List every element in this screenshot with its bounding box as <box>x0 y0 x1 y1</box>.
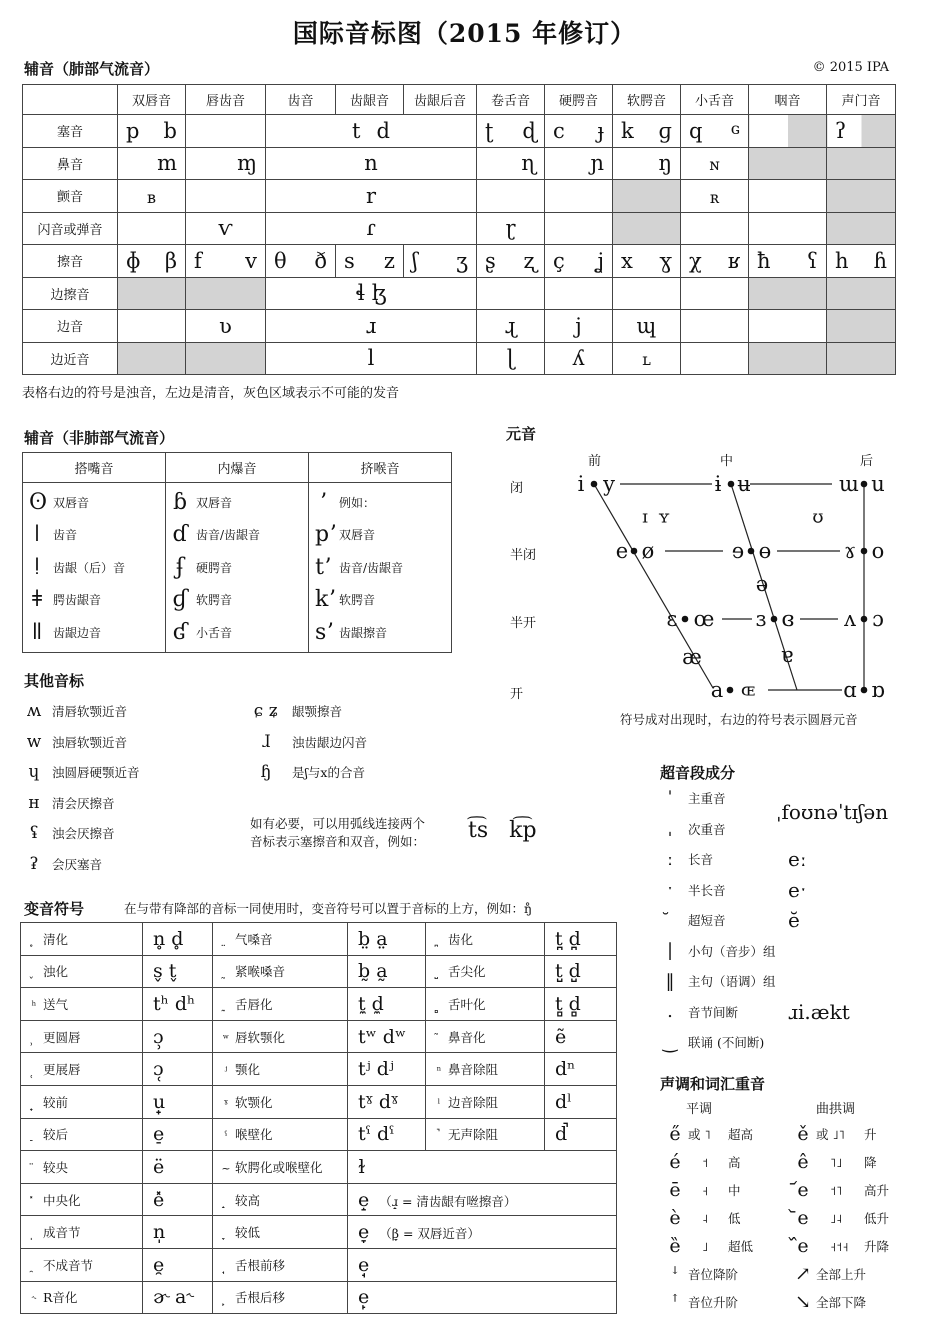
diacritic-label: ˡ 边音除阻 <box>426 1085 545 1118</box>
diacritic-label: 舌根前移 <box>213 1248 348 1281</box>
clicks-list: ʘ 双唇音 ǀ 齿音 ǃ 齿龈（后）音 ǂ 腭齿龈音 ǁ 齿龈边音 <box>23 483 166 653</box>
diacritic-example: e̠ <box>143 1118 213 1151</box>
diacritic-example: ɚ a˞ <box>143 1281 213 1314</box>
diacritic-mark <box>217 1260 235 1273</box>
diacritic-mark <box>25 1129 43 1142</box>
diacritic-example: t̼ d̼ <box>348 988 426 1021</box>
diacritic-mark <box>430 966 448 979</box>
diacritic-label: 舌尖化 <box>426 955 545 988</box>
stress-example: ˌfoʊnəˈtɪʃən <box>776 800 889 824</box>
diacritic-example: e̽ <box>143 1183 213 1216</box>
diacritic-example: tʲ dʲ <box>348 1053 426 1086</box>
diacritic-mark: ~ <box>221 1161 231 1175</box>
diacritic-label: 较前 <box>21 1085 143 1118</box>
diacritic-label: 中央化 <box>21 1183 143 1216</box>
diacritic-label: 较央 <box>21 1151 143 1184</box>
col-header: 软腭音 <box>613 85 681 115</box>
col-header: 挤喉音 <box>309 453 452 483</box>
diacritic-mark <box>25 1195 43 1208</box>
cell: ʈ ɖ <box>477 115 545 148</box>
row-trill: 颤音 ʙ r ʀ <box>23 180 896 213</box>
level-tones: e̋ 或 ˥ 超高 é ˦ 高 ē ˧ 中 è ˨ 低 ȅ ˩ 超低 ꜜ 音位降阶 ꜛ 音位升阶 <box>669 1123 754 1313</box>
row-lateral-approximant: 边近音 l ɭ ʎ ʟ <box>23 342 896 375</box>
diacritic-example: ë <box>143 1151 213 1184</box>
diacritic-label: ˤ 喉壁化 <box>213 1118 348 1151</box>
diacritic-example: tʷ dʷ <box>348 1020 426 1053</box>
supra-list: ˈ 主重音 ˌ 次重音 ː 长音 eː ˑ 半长音 eˑ 超短音 ĕ | 小句（音步）组 ‖ 主句（语调）组 . 音节间断 ɹi.ækt ‿ 联诵 (不间断) <box>662 787 850 1053</box>
diacritic-row <box>21 1151 617 1184</box>
diacritic-example: ẽ <box>545 1020 617 1053</box>
other-right-list: ɕ ʑ 龈颚擦音 ɺ 浊齿龈边闪音 ɧ 是ʃ与x的合音 <box>253 701 368 783</box>
tie-note: 如有必要，可以用弧线连接两个 音标表示塞擦音和双音，例如： <box>250 816 426 849</box>
diacritic-mark <box>25 1032 43 1045</box>
copyright: © 2015 IPA <box>812 60 889 75</box>
diacritics-table <box>20 922 617 1314</box>
diacritic-row <box>21 1281 617 1314</box>
diacritic-mark <box>25 1162 43 1175</box>
col-header: 搭嘴音 <box>23 453 166 483</box>
diacritic-row <box>21 1216 617 1249</box>
diacritic-example: t̻ d̻ <box>545 988 617 1021</box>
diacritic-example: ɫ <box>348 1151 617 1184</box>
col-header: 双唇音 <box>118 85 186 115</box>
diacritic-label: 不成音节 <box>21 1248 143 1281</box>
diacritic-example: n̩ <box>143 1216 213 1249</box>
diacritics-heading: 变音符号 <box>24 900 85 918</box>
diacritic-mark <box>217 966 235 979</box>
col-header: 齿龈音 <box>336 85 404 115</box>
diacritic-label: ˞ R音化 <box>21 1281 143 1314</box>
diacritic-example: dⁿ <box>545 1053 617 1086</box>
diacritic-example: e̘ <box>348 1248 617 1281</box>
col-header: 卷舌音 <box>477 85 545 115</box>
diacritic-row <box>21 923 617 956</box>
diacritic-mark <box>217 1195 235 1208</box>
cell: t d <box>266 115 477 148</box>
diacritic-label: 鼻音化 <box>426 1020 545 1053</box>
diacritic-mark: ʷ <box>222 1031 230 1045</box>
col-header: 齿龈后音 <box>404 85 477 115</box>
row-tap: 闪音或弹音 ⱱ ɾ ɽ <box>23 212 896 245</box>
diacritic-example: ɔ̜ <box>143 1053 213 1086</box>
diacritic-mark <box>217 999 235 1012</box>
cell: p b <box>118 115 186 148</box>
diacritic-example: ɔ̹ <box>143 1020 213 1053</box>
diacritic-example: d̚ <box>545 1118 617 1151</box>
diacritic-row <box>21 955 617 988</box>
row-nasal: 鼻音 m ɱ n ɳ ɲ ŋ ɴ <box>23 147 896 180</box>
diacritic-label: 更圆唇 <box>21 1020 143 1053</box>
diacritic-label: 较后 <box>21 1118 143 1151</box>
diacritic-example: s̬ t̬ <box>143 955 213 988</box>
diacritic-row <box>21 1248 617 1281</box>
diacritic-example: t̺ d̺ <box>545 955 617 988</box>
diacritic-label: 齿化 <box>426 923 545 956</box>
diacritics-note: 在与带有降部的音标一同使用时，变音符号可以置于音标的上方，例如：ŋ̊ <box>124 901 533 916</box>
diacritic-label: 舌叶化 <box>426 988 545 1021</box>
diacritic-label: 浊化 <box>21 955 143 988</box>
diacritic-mark <box>430 1129 448 1142</box>
diacritic-label: 紧喉嗓音 <box>213 955 348 988</box>
diacritic-row <box>21 1183 617 1216</box>
tones-heading: 声调和词汇重音 <box>660 1075 766 1093</box>
diacritic-mark <box>25 1227 43 1240</box>
diacritic-mark <box>25 1097 43 1110</box>
nonpulmonic-heading: 辅音（非肺部气流音） <box>24 429 175 447</box>
diacritic-label: ʲ 颚化 <box>213 1053 348 1086</box>
row-approximant: 边音 ʋ ɹ ɻ j ɰ <box>23 310 896 343</box>
other-left-list: ʍ 清唇软颚近音 w 浊唇软颚近音 ɥ 浊圆唇硬颚近音 ʜ 清会厌擦音 ʢ 浊会厌擦音 ʡ 会厌塞音 <box>26 701 140 874</box>
pulmonic-note: 表格右边的符号是浊音，左边是清音，灰色区域表示不可能的发音 <box>22 386 400 401</box>
contour-tones: ě 或 ˩˥ 升 ê ˥˩ 降 ᷄e ˦˥ 高升 ᷅e ˩˨ 低升 ᷈e ˧˦˧ 升降 ↗ 全部上升 ↘ 全部下降 <box>795 1123 890 1313</box>
diacritic-example: u̟ <box>143 1085 213 1118</box>
diacritic-mark: ˡ <box>437 1096 441 1110</box>
diacritic-example: e̯ <box>143 1248 213 1281</box>
diacritic-label: 成音节 <box>21 1216 143 1249</box>
diacritic-mark <box>25 966 43 979</box>
diacritic-label: 更展唇 <box>21 1053 143 1086</box>
diacritic-mark: ˞ <box>31 1292 37 1306</box>
diacritic-mark: ⁿ <box>436 1064 442 1078</box>
diacritic-mark: ˠ <box>223 1096 229 1110</box>
diacritic-mark <box>217 1227 235 1240</box>
diacritic-example: tˤ dˤ <box>348 1118 426 1151</box>
diacritic-label: ~ 软腭化或喉壁化 <box>213 1151 348 1184</box>
diacritic-row <box>21 988 617 1021</box>
diacritic-label: 较高 <box>213 1183 348 1216</box>
diacritic-label: 舌唇化 <box>213 988 348 1021</box>
diacritic-mark <box>217 1292 235 1305</box>
diacritic-example: e̝ （ɹ̝ = 清齿龈有咝擦音） <box>348 1183 617 1216</box>
row-label: 塞音 <box>23 115 118 148</box>
tie-examples: t͡s k͡p <box>468 818 537 843</box>
row-fricative: 擦音 ɸ β f v θ ð s z ʃ ʒ ʂ ʐ ç ʝ x ɣ χ ʁ ħ ʕ h ɦ <box>23 245 896 278</box>
cell: q ɢ <box>681 115 749 148</box>
cell: c ɟ <box>545 115 613 148</box>
diacritic-row <box>21 1085 617 1118</box>
diacritic-label: ʷ 唇软颚化 <box>213 1020 348 1053</box>
diacritic-label: 舌根后移 <box>213 1281 348 1314</box>
col-header: 硬腭音 <box>545 85 613 115</box>
vowels-note: 符号成对出现时，右边的符号表示圆唇元音 <box>620 712 858 727</box>
diacritic-example: b̤ a̤ <box>348 923 426 956</box>
diacritic-label: 无声除阻 <box>426 1118 545 1151</box>
diacritic-mark <box>217 934 235 947</box>
diacritic-label: 较低 <box>213 1216 348 1249</box>
vowels-heading: 元音 <box>506 425 537 443</box>
diacritic-label: 气嗓音 <box>213 923 348 956</box>
cell: k ɡ <box>613 115 681 148</box>
pulmonic-heading: 辅音（肺部气流音） <box>24 60 160 78</box>
diacritic-mark <box>25 934 43 947</box>
diacritic-label: 清化 <box>21 923 143 956</box>
diacritic-mark: ˤ <box>224 1129 228 1143</box>
implosives-list: ɓ 双唇音 ɗ 齿音/齿龈音 ʄ 硬腭音 ɠ 软腭音 ʛ 小舌音 <box>166 483 309 653</box>
diacritic-example: e̙ <box>348 1281 617 1314</box>
diacritic-example: tˠ dˠ <box>348 1085 426 1118</box>
diacritic-example: e̞ （β̞ = 双唇近音） <box>348 1216 617 1249</box>
ejectives-list: ʼ 例如： pʼ 双唇音 tʼ 齿音/齿龈音 kʼ 软腭音 sʼ 齿龈擦音 <box>309 483 452 653</box>
diacritic-example: dˡ <box>545 1085 617 1118</box>
diacritic-label: ˠ 软颚化 <box>213 1085 348 1118</box>
diacritic-row <box>21 1020 617 1053</box>
diacritic-mark <box>430 1032 448 1045</box>
diacritic-mark: ʲ <box>224 1064 228 1078</box>
cell: ʔ <box>827 115 896 148</box>
col-header: 内爆音 <box>166 453 309 483</box>
supra-heading: 超音段成分 <box>660 764 736 782</box>
diacritic-mark: ʰ <box>31 998 37 1012</box>
other-heading: 其他音标 <box>24 672 85 690</box>
row-lateral-fricative: 边擦音 ɬ ɮ <box>23 277 896 310</box>
diacritic-mark <box>25 1064 43 1077</box>
col-header: 齿音 <box>266 85 336 115</box>
diacritic-mark <box>25 1260 43 1273</box>
diacritic-example: tʰ dʰ <box>143 988 213 1021</box>
col-header: 小舌音 <box>681 85 749 115</box>
diacritic-row <box>21 1118 617 1151</box>
col-header: 唇齿音 <box>186 85 266 115</box>
diacritic-mark <box>430 934 448 947</box>
col-header: 咽音 <box>749 85 827 115</box>
diacritic-label: ʰ 送气 <box>21 988 143 1021</box>
col-header: 声门音 <box>827 85 896 115</box>
diacritic-example: t̪ d̪ <box>545 923 617 956</box>
diacritic-mark <box>430 999 448 1012</box>
diacritic-example: b̰ a̰ <box>348 955 426 988</box>
diacritic-example: n̥ d̥ <box>143 923 213 956</box>
page-title: 国际音标图（2015 年修订） <box>292 19 637 48</box>
diacritic-label: ⁿ 鼻音除阻 <box>426 1053 545 1086</box>
diacritic-row <box>21 1053 617 1086</box>
